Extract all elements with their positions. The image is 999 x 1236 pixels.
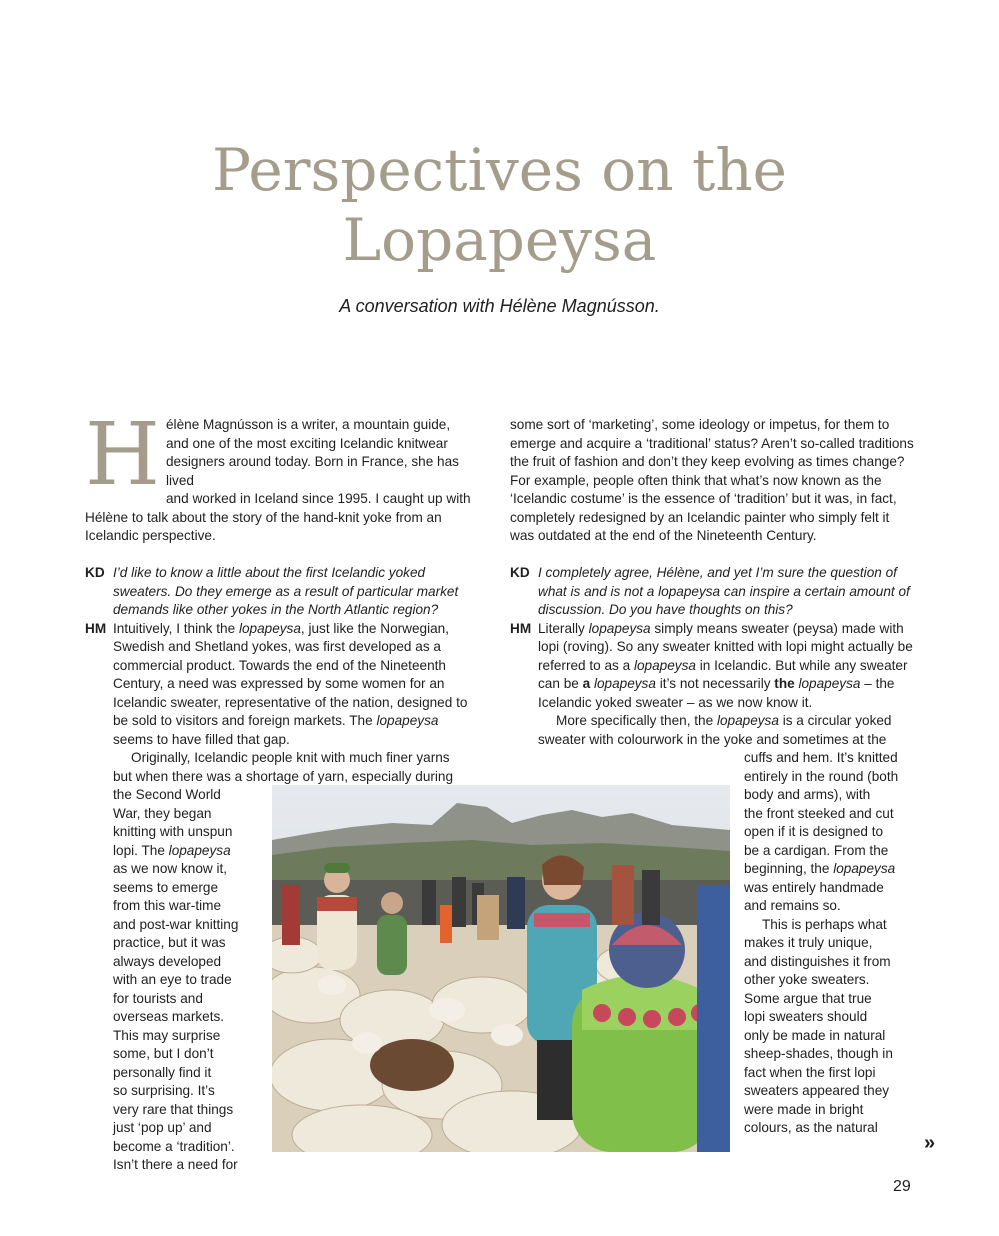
text-line: were made in bright xyxy=(744,1101,864,1117)
text-line: very rare that things xyxy=(113,1101,234,1117)
text-line: and post-war knitting xyxy=(113,916,239,932)
text-run: – the Icelandic yoked sweater – as we now know it. xyxy=(538,676,895,710)
text-line: sheep-shades, though in xyxy=(744,1046,893,1061)
text-line: body and arms), with xyxy=(744,787,871,802)
text-run-italic: lopapeysa xyxy=(376,713,439,728)
text-line: and remains so. xyxy=(744,898,841,913)
answer-line: Originally, Icelandic people knit with much finer yarns xyxy=(131,750,450,765)
text-run: in Icelandic. But while any sweater can be xyxy=(538,657,908,691)
text-line: This is perhaps what xyxy=(762,916,887,932)
text-run: is a circular yoked sweater with colourwork in the yoke and sometimes at the xyxy=(538,713,892,747)
text-line: only be made in natural xyxy=(744,1027,886,1043)
text-run: , just like the Norwegian, Swedish and Shetland yokes, was first developed as a commercial product. Towards the end of the Nineteenth Century, a need was expressed by some women for an Icelandic sweater, representative of the nation, designed to be sold to visitors and foreign markets. The xyxy=(113,620,468,728)
text-line: as we now know it, xyxy=(113,861,228,876)
title-line-2: Lopapeysa xyxy=(342,206,657,274)
text-line: makes it truly unique, xyxy=(744,935,873,950)
spacer xyxy=(510,546,914,565)
text-line: Some argue that true xyxy=(744,990,872,1006)
text-line: entirely in the round (both xyxy=(744,768,899,784)
text-run: it’s not necessarily xyxy=(655,676,775,691)
intro-line: and one of the most exciting Icelandic knitwear xyxy=(166,435,448,451)
text-line: other yoke sweaters. xyxy=(744,972,870,987)
intro-tail: Hélène to talk about the story of the hand-knit yoke from an Icelandic perspective. xyxy=(85,509,442,543)
text-line: the Second World xyxy=(113,787,221,802)
answer-text xyxy=(538,712,914,749)
text-line: lopi. The lopapeysa xyxy=(113,842,231,858)
paragraph: some sort of ‘marketing’, some ideology or impetus, for them to emerge and acquire a ‘traditional’ status? Aren’t so-called traditions the fruit of fashion and don’t they keep evolving as times change? For example, people often think that what’s now known as the ‘Icelandic costume’ is the essence of ‘tradition’ but it was, in fact, completely redesigned by an Icelandic painter who simply felt it was outdated at the end of the Nineteenth Century. xyxy=(510,417,914,543)
speaker-label: HM xyxy=(510,620,532,636)
speaker-label: KD xyxy=(85,565,105,580)
text-line: overseas markets. xyxy=(113,1009,225,1024)
intro-line: and worked in Iceland since 1995. I caught up with xyxy=(166,491,471,506)
text-run: More specifically then, the xyxy=(556,713,717,728)
intro-line: designers around today. Born in France, she has lived xyxy=(166,454,459,488)
drop-cap: H xyxy=(85,405,160,505)
text-line: for tourists and xyxy=(113,990,203,1006)
answer-text xyxy=(538,620,914,713)
question-text: I completely agree, Hélène, and yet I’m sure the question of what is and is not a lopapeysa can inspire a certain amount of discussion. Do you have thoughts on this? xyxy=(538,565,910,617)
text-run-bold: the xyxy=(774,676,795,691)
text-run-italic: lopapeysa xyxy=(238,620,301,636)
text-run: simply means sweater (peysa) made with lopi (roving). So any sweater knitted with lopi might actually be referred to as a xyxy=(538,620,913,673)
sheep-roundup-photo xyxy=(272,785,730,1152)
text-line: and distinguishes it from xyxy=(744,953,891,969)
spacer xyxy=(85,546,477,565)
text-line: cuffs and hem. It’s knitted xyxy=(744,750,898,765)
photo-illustration xyxy=(272,785,730,1152)
text-line: be a cardigan. From the xyxy=(744,842,889,858)
text-line: practice, but it was xyxy=(113,935,226,950)
text-line: fact when the first lopi xyxy=(744,1064,876,1080)
text-run-bold: a xyxy=(582,676,591,691)
page-number: 29 xyxy=(893,1178,911,1195)
text-run-italic: lopapeysa xyxy=(633,657,696,673)
text-run-italic: lopapeysa xyxy=(593,676,656,691)
answer-text xyxy=(113,620,477,750)
question-1 xyxy=(85,564,477,620)
answer-2 xyxy=(510,620,914,750)
text-line: beginning, the lopapeysa xyxy=(744,861,896,876)
text-run-italic: lopapeysa xyxy=(716,713,779,728)
text-line: seems to emerge xyxy=(113,879,219,895)
text-line: always developed xyxy=(113,953,222,969)
text-line: Isn’t there a need for xyxy=(113,1157,238,1172)
title-line-1: Perspectives on the xyxy=(211,136,787,204)
speaker-label: KD xyxy=(510,565,530,580)
continued-icon: » xyxy=(924,1132,936,1154)
text-line: lopi sweaters should xyxy=(744,1009,868,1024)
text-line: sweaters appeared they xyxy=(744,1083,890,1098)
speaker-label: HM xyxy=(85,620,107,636)
text-line: so surprising. It’s xyxy=(113,1083,215,1098)
text-line: some, but I don’t xyxy=(113,1046,214,1061)
text-run: Literally xyxy=(538,620,589,636)
page-title xyxy=(0,135,999,275)
text-line: the front steeked and cut xyxy=(744,805,894,821)
text-run-italic: lopapeysa xyxy=(588,620,651,636)
text-run-italic: lopapeysa xyxy=(798,676,861,691)
text-line: from this war-time xyxy=(113,898,222,913)
text-line: become a ‘tradition’. xyxy=(113,1138,235,1154)
text-run: seems to have filled that gap. xyxy=(113,731,290,747)
question-2 xyxy=(510,564,914,620)
text-line: colours, as the natural xyxy=(744,1120,878,1135)
text-line: knitting with unspun xyxy=(113,824,233,839)
text-line: just ‘pop up’ and xyxy=(113,1120,212,1135)
text-line: with an eye to trade xyxy=(113,972,232,987)
answer-line: but when there was a shortage of yarn, especially during xyxy=(113,768,454,784)
text-line: personally find it xyxy=(113,1064,212,1080)
text-line: was entirely handmade xyxy=(744,879,884,895)
answer-1 xyxy=(85,620,477,787)
intro-line: élène Magnússon is a writer, a mountain guide, xyxy=(166,417,451,432)
subtitle: A conversation with Hélène Magnússon. xyxy=(339,296,660,316)
question-text: I’d like to know a little about the first Icelandic yoked sweaters. Do they emerge as a result of particular market demands like other yokes in the North Atlantic region? xyxy=(113,565,459,617)
text-line: This may surprise xyxy=(113,1027,221,1043)
text-run: Intuitively, I think the xyxy=(113,620,239,636)
text-line: open if it is designed to xyxy=(744,824,884,839)
text-line: War, they began xyxy=(113,805,212,821)
